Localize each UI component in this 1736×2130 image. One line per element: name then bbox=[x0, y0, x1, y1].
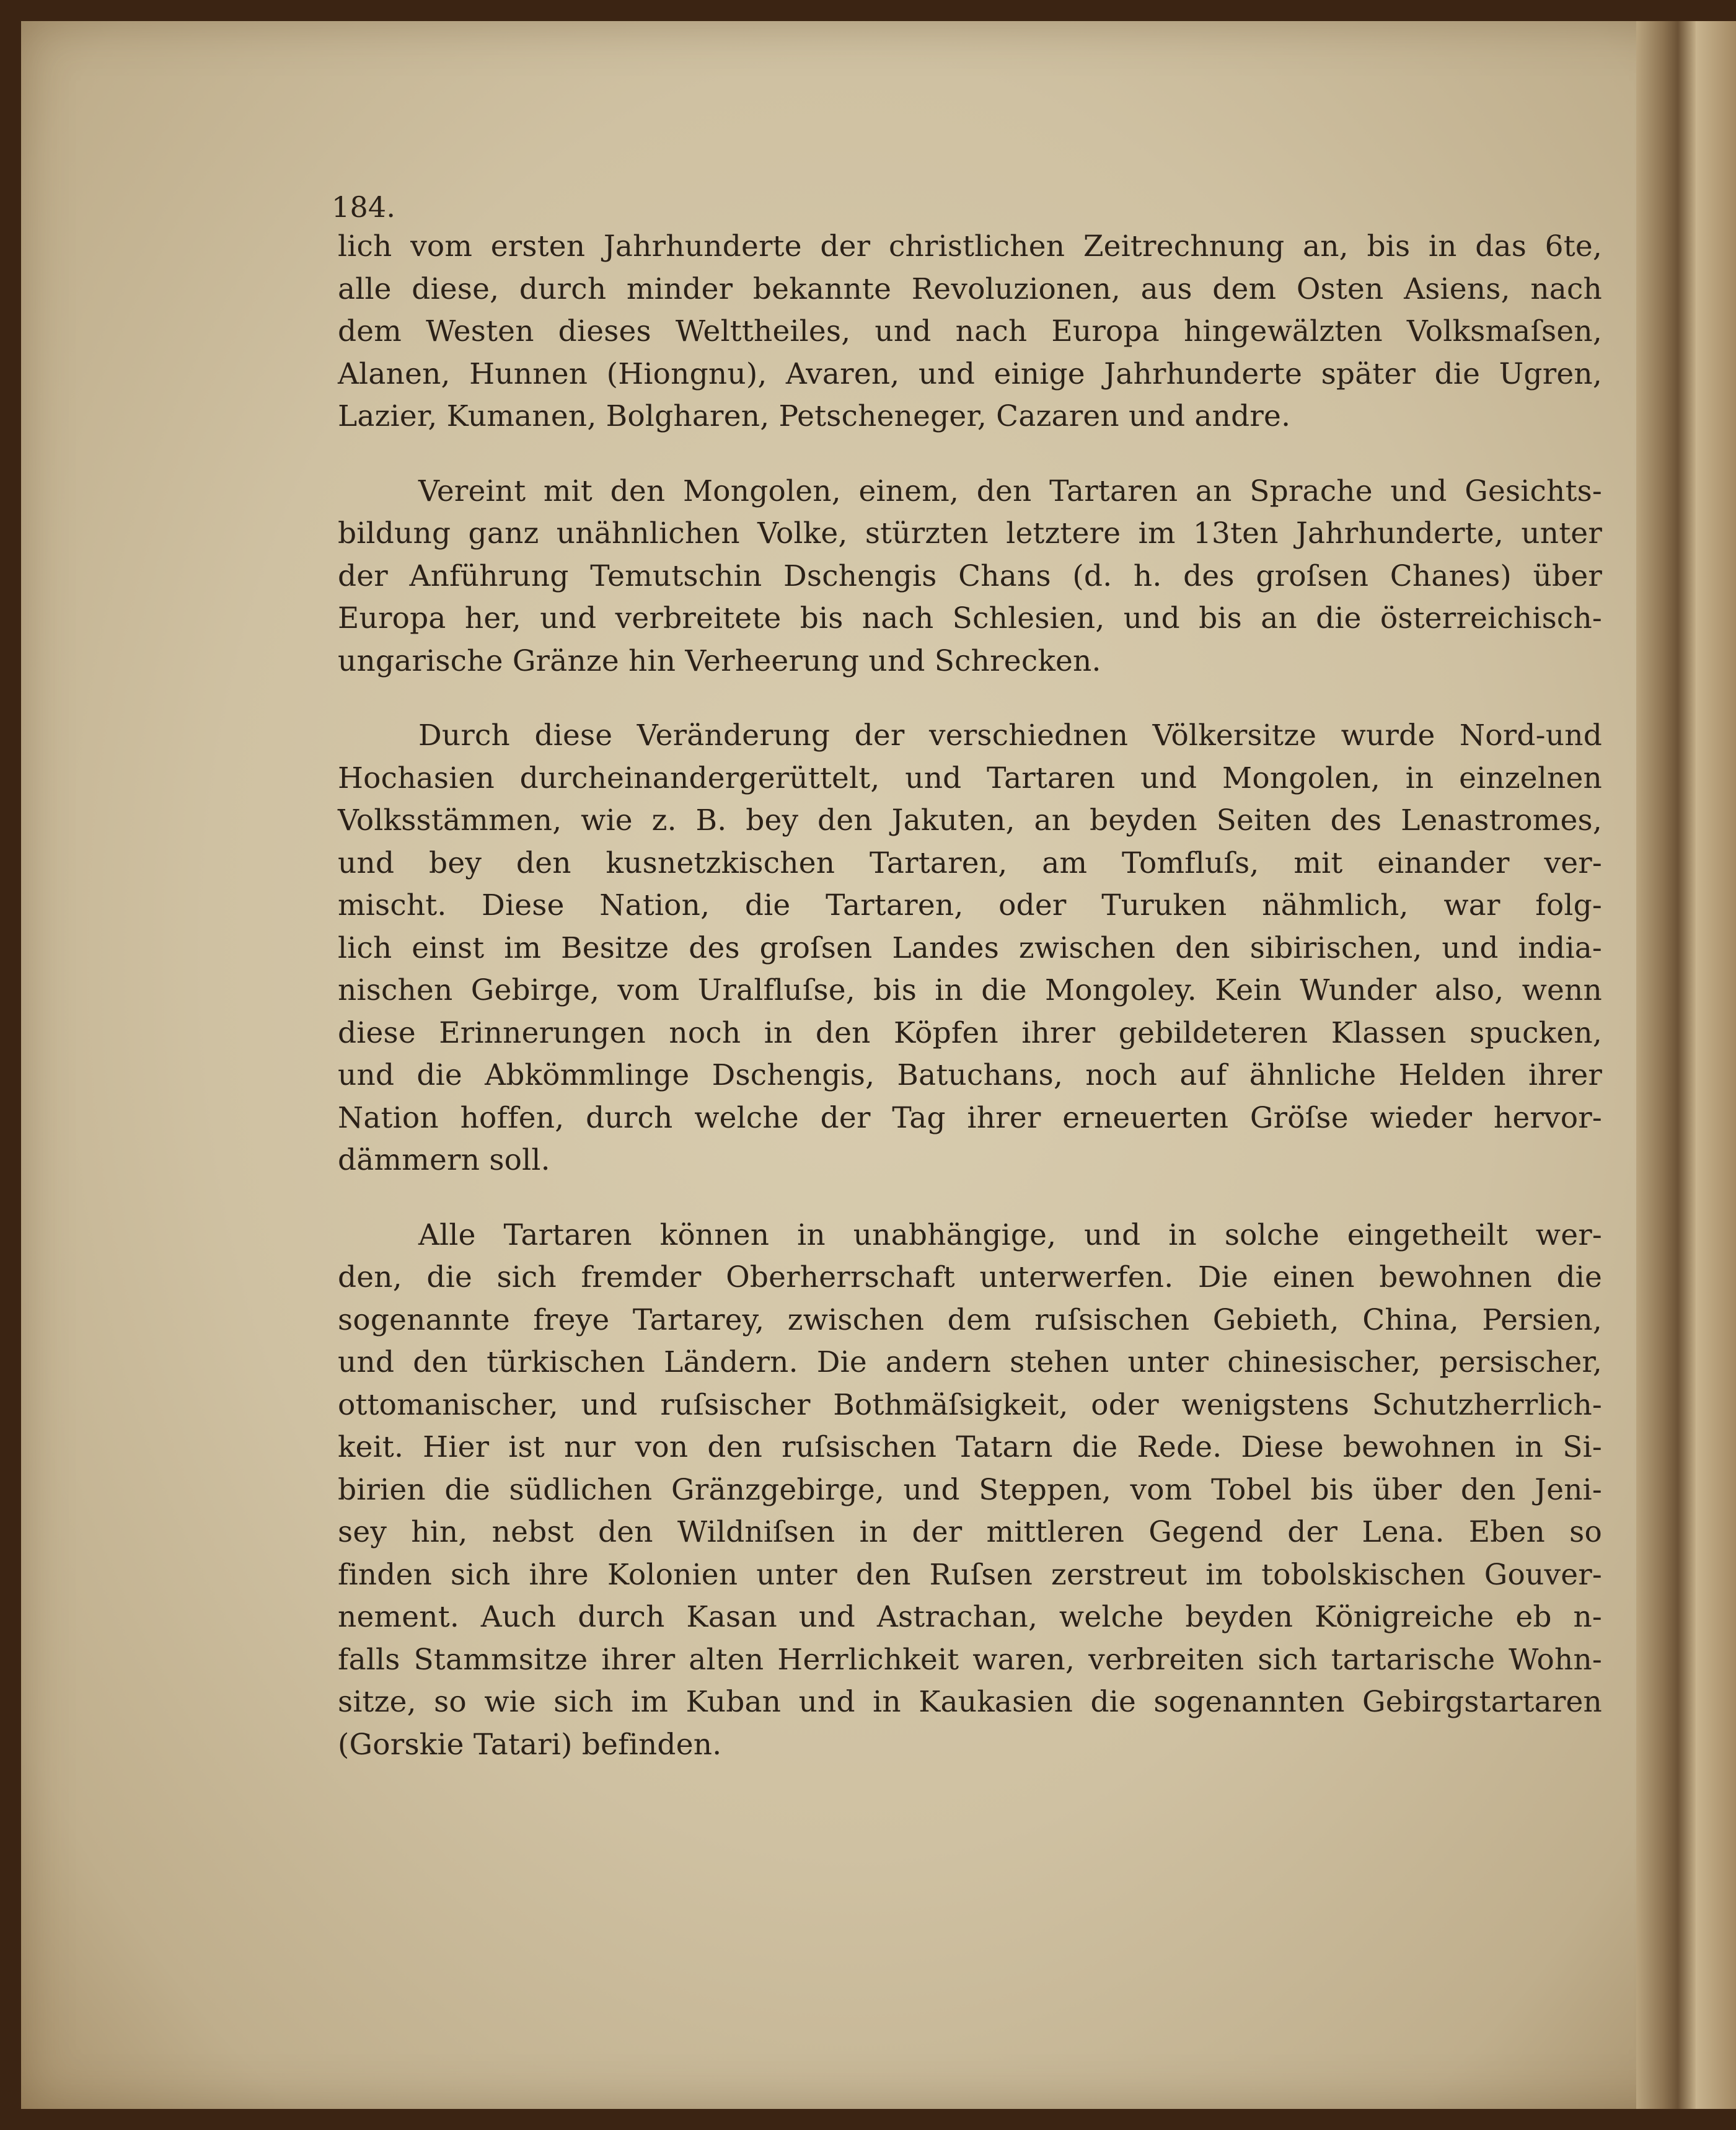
text-line: dem Westen dieses Welttheiles, und nach Europa hingewälzten Volksmaſsen, bbox=[338, 314, 1602, 348]
text-line: sitze, so wie sich im Kuban und in Kaukasien die sogenannten Gebirgstartaren bbox=[338, 1685, 1602, 1719]
text-line: Alle Tartaren können in unabhängige, und in solche eingetheilt wer- bbox=[418, 1217, 1602, 1252]
text-line: bildung ganz unähnlichen Volke, stürzten letztere im 13ten Jahrhunderte, unter bbox=[338, 516, 1602, 550]
text-line: diese Erinnerungen noch in den Köpfen ihrer gebildeteren Klassen spucken, bbox=[338, 1015, 1602, 1050]
paragraph-gap bbox=[338, 683, 1602, 715]
paragraph-3 bbox=[338, 715, 1602, 1182]
paragraph-4 bbox=[338, 1214, 1602, 1767]
text-line: ottomanischer, und ruſsischer Bothmäſsigkeit, oder wenigstens Schutzherrlich- bbox=[338, 1387, 1602, 1422]
text-line: den, die sich fremder Oberherrschaft unterwerfen. Die einen bewohnen die bbox=[338, 1260, 1602, 1294]
text-line: falls Stammsitze ihrer alten Herrlichkeit waren, verbreiten sich tartarische Wohn- bbox=[338, 1642, 1602, 1677]
paragraph-1 bbox=[338, 226, 1602, 438]
text-line: alle diese, durch minder bekannte Revoluzionen, aus dem Osten Asiens, nach bbox=[338, 272, 1602, 306]
text-line: Lazier, Kumanen, Bolgharen, Petscheneger, Cazaren und andre. bbox=[338, 399, 1291, 433]
paragraph-gap bbox=[338, 438, 1602, 471]
page-number: 184. bbox=[332, 190, 396, 224]
text-line: sey hin, nebst den Wildniſsen in der mittleren Gegend der Lena. Eben so bbox=[338, 1515, 1602, 1549]
text-line: Hochasien durcheinandergerüttelt, und Tartaren und Mongolen, in einzelnen bbox=[338, 761, 1602, 795]
text-line: nement. Auch durch Kasan und Astrachan, welche beyden Königreiche eb n- bbox=[338, 1600, 1602, 1634]
text-line: lich vom ersten Jahrhunderte der christlichen Zeitrechnung an, bis in das 6te, bbox=[338, 229, 1602, 263]
text-line: sogenannte freye Tartarey, zwischen dem ruſsischen Gebieth, China, Persien, bbox=[338, 1302, 1602, 1337]
text-line: Vereint mit den Mongolen, einem, den Tartaren an Sprache und Gesichts- bbox=[418, 474, 1602, 508]
paragraph-2 bbox=[338, 471, 1602, 683]
text-line: dämmern soll. bbox=[338, 1143, 550, 1177]
text-line: und bey den kusnetzkischen Tartaren, am Tomfluſs, mit einander ver- bbox=[338, 846, 1602, 880]
facing-page-edge bbox=[1696, 21, 1736, 2109]
text-line: ungarische Gränze hin Verheerung und Schrecken. bbox=[338, 643, 1101, 678]
text-line: keit. Hier ist nur von den ruſsischen Tatarn die Rede. Diese bewohnen in Si- bbox=[338, 1430, 1602, 1464]
text-line: mischt. Diese Nation, die Tartaren, oder Turuken nähmlich, war folg- bbox=[338, 888, 1602, 922]
text-line: und den türkischen Ländern. Die andern stehen unter chinesischer, persischer, bbox=[338, 1345, 1602, 1379]
page-text bbox=[332, 186, 1602, 1766]
text-line: Nation hoffen, durch welche der Tag ihrer erneuerten Gröſse wieder hervor- bbox=[338, 1100, 1602, 1135]
text-line: (Gorskie Tatari) befinden. bbox=[338, 1727, 722, 1762]
text-line: Volksstämmen, wie z. B. bey den Jakuten, an beyden Seiten des Lenastromes, bbox=[338, 803, 1602, 837]
text-line: Durch diese Veränderung der verschiednen Völkersitze wurde Nord-und bbox=[418, 718, 1602, 753]
book-gutter bbox=[1636, 21, 1696, 2109]
text-line: Europa her, und verbreitete bis nach Schlesien, und bis an die österreichisch- bbox=[338, 601, 1602, 635]
text-line: und die Abkömmlinge Dschengis, Batuchans, noch auf ähnliche Helden ihrer bbox=[338, 1058, 1602, 1092]
text-line: nischen Gebirge, vom Uralfluſse, bis in die Mongoley. Kein Wunder also, wenn bbox=[338, 973, 1602, 1007]
text-line: Alanen, Hunnen (Hiongnu), Avaren, und einige Jahrhunderte später die Ugren, bbox=[338, 356, 1602, 391]
text-line: birien die südlichen Gränzgebirge, und Steppen, vom Tobel bis über den Jeni- bbox=[338, 1472, 1602, 1507]
paragraph-gap bbox=[338, 1182, 1602, 1214]
text-line: lich einst im Besitze des groſsen Landes zwischen den sibirischen, und india- bbox=[338, 930, 1602, 965]
text-line: finden sich ihre Kolonien unter den Ruſsen zerstreut im tobolskischen Gouver- bbox=[338, 1557, 1602, 1592]
text-line: der Anführung Temutschin Dschengis Chans (d. h. des groſsen Chanes) über bbox=[338, 559, 1602, 593]
